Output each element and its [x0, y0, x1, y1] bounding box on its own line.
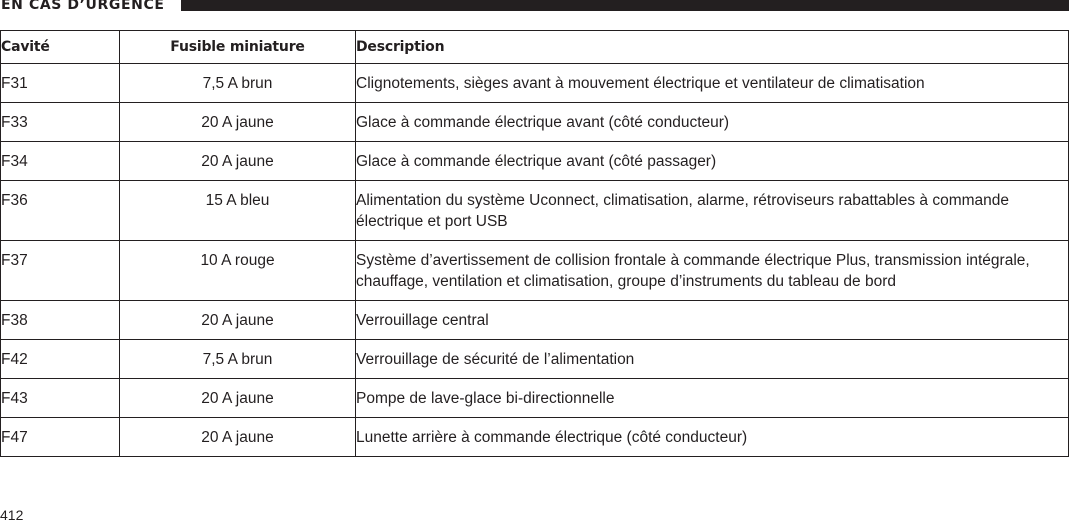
description-cell: Verrouillage central: [356, 301, 1069, 340]
section-title: EN CAS D’URGENCE: [1, 0, 165, 13]
table-row: [1, 418, 1069, 457]
fuse-cell: 10 A rouge: [120, 241, 356, 301]
cavity-cell: F36: [1, 181, 120, 241]
table-row: [1, 142, 1069, 181]
fuse-cell: 7,5 A brun: [120, 64, 356, 103]
page-header: [0, 0, 1069, 14]
table-row: [1, 64, 1069, 103]
header-bar: [181, 0, 1069, 11]
table-row: [1, 340, 1069, 379]
fuse-cell: 20 A jaune: [120, 142, 356, 181]
table-row: [1, 379, 1069, 418]
table-row: [1, 103, 1069, 142]
fuse-cell: 20 A jaune: [120, 103, 356, 142]
description-cell: Alimentation du système Uconnect, climatisation, alarme, rétroviseurs rabattables à commande électrique et port USB: [356, 181, 1069, 241]
fuse-cell: 15 A bleu: [120, 181, 356, 241]
description-cell: Glace à commande électrique avant (côté conducteur): [356, 103, 1069, 142]
cavity-cell: F47: [1, 418, 120, 457]
cavity-cell: F34: [1, 142, 120, 181]
fuse-cell: 7,5 A brun: [120, 340, 356, 379]
description-cell: Lunette arrière à commande électrique (côté conducteur): [356, 418, 1069, 457]
description-cell: Glace à commande électrique avant (côté passager): [356, 142, 1069, 181]
table-header-row: [1, 31, 1069, 64]
column-header-description: Description: [356, 31, 1069, 64]
fuse-cell: 20 A jaune: [120, 418, 356, 457]
column-header-fuse: Fusible miniature: [120, 31, 356, 64]
fuse-cell: 20 A jaune: [120, 301, 356, 340]
table-row: [1, 181, 1069, 241]
description-cell: Verrouillage de sécurité de l’alimentation: [356, 340, 1069, 379]
cavity-cell: F31: [1, 64, 120, 103]
page-number: 412: [0, 507, 24, 523]
column-header-cavity: Cavité: [1, 31, 120, 64]
fuse-table: [0, 30, 1069, 457]
description-cell: Système d’avertissement de collision frontale à commande électrique Plus, transmission intégrale, chauffage, ventilation et climatisation, groupe d’instruments du tableau de bord: [356, 241, 1069, 301]
description-cell: Pompe de lave-glace bi-directionnelle: [356, 379, 1069, 418]
cavity-cell: F37: [1, 241, 120, 301]
description-cell: Clignotements, sièges avant à mouvement électrique et ventilateur de climatisation: [356, 64, 1069, 103]
cavity-cell: F42: [1, 340, 120, 379]
table-row: [1, 301, 1069, 340]
fuse-cell: 20 A jaune: [120, 379, 356, 418]
cavity-cell: F33: [1, 103, 120, 142]
cavity-cell: F38: [1, 301, 120, 340]
table-row: [1, 241, 1069, 301]
cavity-cell: F43: [1, 379, 120, 418]
